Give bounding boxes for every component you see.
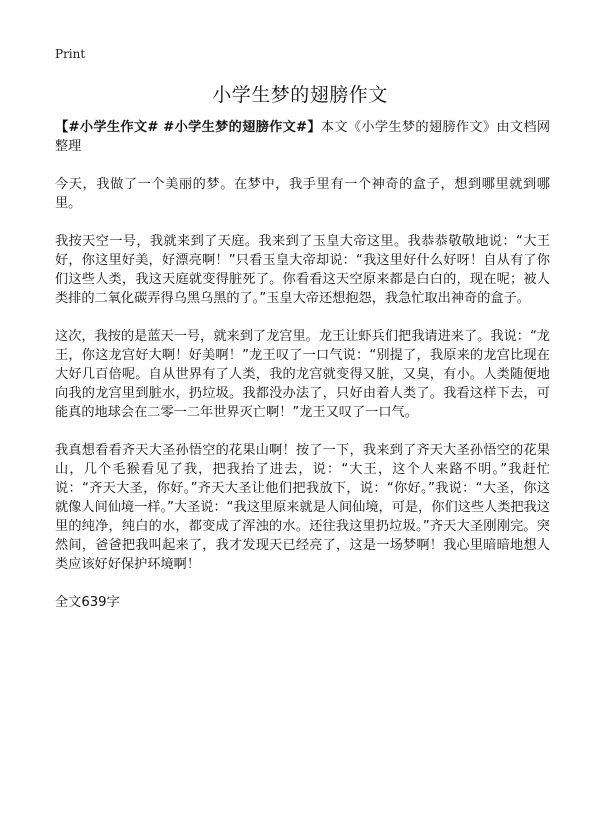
paragraph-1: 今天，我做了一个美丽的梦。在梦中，我手里有一个神奇的盒子，想到哪里就到哪里。 (55, 177, 550, 211)
article-body (55, 118, 550, 631)
article-intro (55, 118, 550, 156)
paragraph-2: 我按天空一号，我就来到了天庭。我来到了玉皇大帝这里。我恭恭敬敬地说：“大王好，你这里好美，好漂亮啊！”只看玉皇大帝却说：“我这里好什么好呀！自从有了你们这些人类，我这天庭就变得脏死了。你看看这天空原来都是白白的，现在呢；被人类排的二氧化碳弄得乌黑乌黑的了。”玉皇大帝还想抱怨，我急忙取出神奇的盒子。 (55, 234, 550, 306)
word-count: 全文639字 (55, 595, 120, 610)
print-link[interactable]: Print (55, 47, 86, 61)
paragraph-4: 我真想看看齐天大圣孙悟空的花果山啊！按了一下，我来到了齐天大圣孙悟空的花果山，几个毛猴看见了我，把我抬了进去，说：“大王，这个人来路不明。”我赶忙说：“齐天大圣，你好。”齐天大圣让他们把我放下，说：“你好。”我说：“大圣，你这就像人间仙境一样。”大圣说：“我这里原来就是人间仙境，可是，你们这些人类把我这里的纯净，纯白的水，都变成了浑浊的水。还往我这里扔垃圾。”齐天大圣刚刚完。突然间，爸爸把我叫起来了，我才发现天已经亮了，这是一场梦啊！我心里暗暗地想人类应该好好保护环境啊！ (55, 443, 550, 572)
page-title: 小学生梦的翅膀作文 (212, 84, 388, 106)
article-source: 本文《小学生梦的翅膀作文》由文档网整理 (55, 120, 551, 154)
article-tags: 【#小学生作文# #小学生梦的翅膀作文#】 (55, 120, 321, 135)
paragraph-3: 这次，我按的是蓝天一号，就来到了龙宫里。龙王让虾兵们把我请进来了。我说：“龙王，你这龙宫好大啊！好美啊！”龙王叹了一口气说：“别提了，我原来的龙宫比现在大好几百倍呢。自从世界有了人类，我的龙宫就变得又脏，又臭，有小。人类随便地向我的龙宫里到脏水，扔垃圾。我都没办法了，只好由着人类了。我看这样下去，可能真的地球会在二零一二年世界灭亡啊！”龙王又叹了一口气。 (55, 329, 550, 420)
